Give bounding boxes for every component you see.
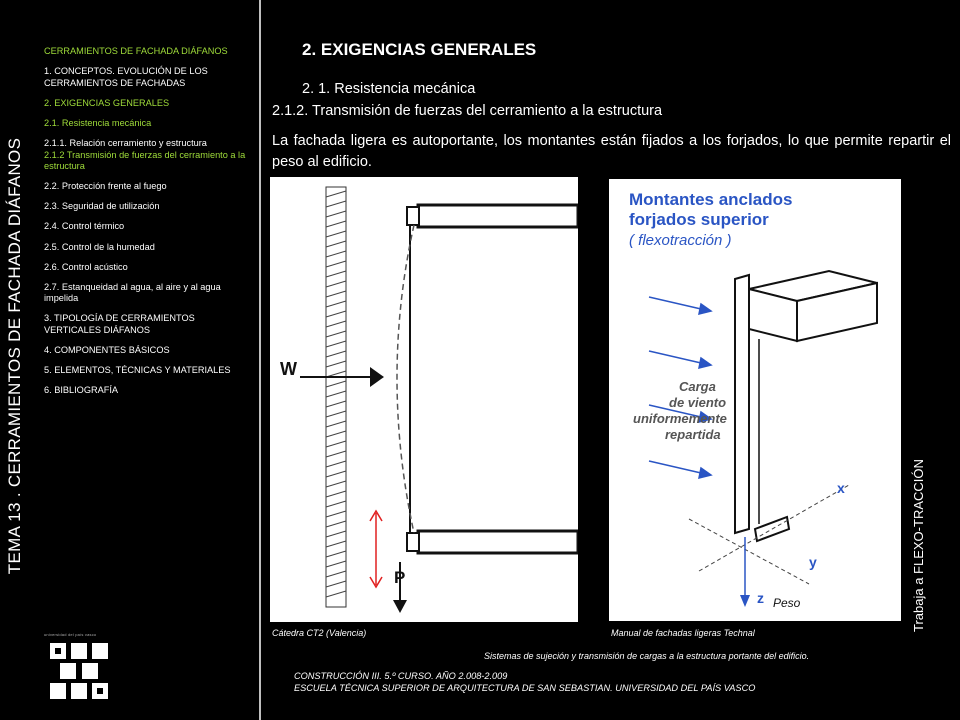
figure2-caption: Manual de fachadas ligeras Technal: [611, 628, 755, 638]
body-paragraph: La fachada ligera es autoportante, los montantes están fijados a los forjados, lo que permite repartir el peso al edificio.: [272, 133, 951, 170]
load-text-1: Carga: [679, 379, 716, 394]
axis-y-label: y: [809, 554, 817, 570]
nav-item-tipologia[interactable]: 3. TIPOLOGÍA DE CERRAMIENTOS VERTICALES DIÁFANOS: [44, 313, 195, 335]
figure-wind-load-diagram: [270, 177, 578, 622]
figure1-caption: Cátedra CT2 (Valencia): [272, 628, 367, 638]
load-text-4: repartida: [665, 427, 721, 442]
nav-item-termico[interactable]: 2.4. Control térmico: [44, 221, 125, 232]
fig2-title-line2: forjados superior: [629, 210, 769, 229]
nav-item-estanqueidad[interactable]: 2.7. Estanqueidad al agua, al aire y al agua impelida: [44, 281, 221, 304]
page-subheading: 2. 1. Resistencia mecánica: [302, 81, 476, 97]
axis-z-label: z: [757, 590, 764, 606]
footer-line-2: ESCUELA TÉCNICA SUPERIOR DE ARQUITECTURA DE SAN SEBASTIAN. UNIVERSIDAD DEL PAÍS VASCO: [294, 683, 756, 693]
ehu-logo-icon: [44, 637, 114, 707]
nav-item-relacion[interactable]: 2.1.1. Relación cerramiento y estructura: [44, 137, 207, 148]
nav-item-resistencia[interactable]: 2.1. Resistencia mecánica: [44, 117, 152, 128]
axis-x-label: x: [837, 480, 845, 496]
nav-item-bibliografia[interactable]: 6. BIBLIOGRAFÍA: [44, 385, 119, 396]
fig2-title-line1: Montantes anclados: [629, 190, 793, 209]
logo-caption: universidad del país vasco: [44, 632, 97, 637]
nav-item-acustico[interactable]: 2.6. Control acústico: [44, 261, 128, 272]
load-text-3: uniformemente: [633, 411, 727, 426]
label-p: P: [394, 568, 406, 587]
weight-label: Peso: [773, 596, 801, 610]
fig2-title-line3: ( flexotracción ): [629, 232, 732, 249]
figures-caption: Sistemas de sujeción y transmisión de cargas a la estructura portante del edificio.: [484, 651, 810, 661]
nav-item-transmision[interactable]: 2.1.2 Transmisión de fuerzas del cerramiento a la estructura: [44, 149, 246, 172]
sidebar-nav: [44, 46, 248, 405]
footer: [294, 670, 755, 694]
load-text-2: de viento: [669, 395, 727, 410]
nav-item-exigencias[interactable]: 2. EXIGENCIAS GENERALES: [44, 97, 170, 108]
label-w: W: [280, 359, 297, 379]
nav-item-seguridad[interactable]: 2.3. Seguridad de utilización: [44, 201, 160, 212]
university-logo: [44, 632, 114, 712]
nav-item-humedad[interactable]: 2.5. Control de la humedad: [44, 241, 155, 252]
nav-item-componentes[interactable]: 4. COMPONENTES BÁSICOS: [44, 345, 170, 356]
nav-item-conceptos[interactable]: 1. CONCEPTOS. EVOLUCIÓN DE LOS CERRAMIENTOS DE FACHADAS: [44, 66, 208, 88]
sidebar-divider: [259, 0, 261, 720]
nav-item-elementos[interactable]: 5. ELEMENTOS, TÉCNICAS Y MATERIALES: [44, 365, 231, 376]
vertical-topic-title: TEMA 13 . CERRAMIENTOS DE FACHADA DIÁFANOS: [5, 137, 24, 575]
vertical-note: Trabaja a FLEXO-TRACCIÓN: [911, 459, 926, 632]
nav-item-fuego[interactable]: 2.2. Protección frente al fuego: [44, 181, 167, 192]
figure-mullion-anchored-diagram: [609, 179, 901, 621]
page-heading: 2. EXIGENCIAS GENERALES: [302, 40, 537, 59]
sidebar: [0, 0, 258, 720]
footer-line-1: CONSTRUCCIÓN III. 5.º CURSO. AÑO 2.008-2.009: [294, 671, 508, 681]
section-title: 2.1.2. Transmisión de fuerzas del cerramiento a la estructura: [272, 103, 663, 119]
nav-item-cerramientos[interactable]: CERRAMIENTOS DE FACHADA DIÁFANOS: [44, 46, 228, 56]
